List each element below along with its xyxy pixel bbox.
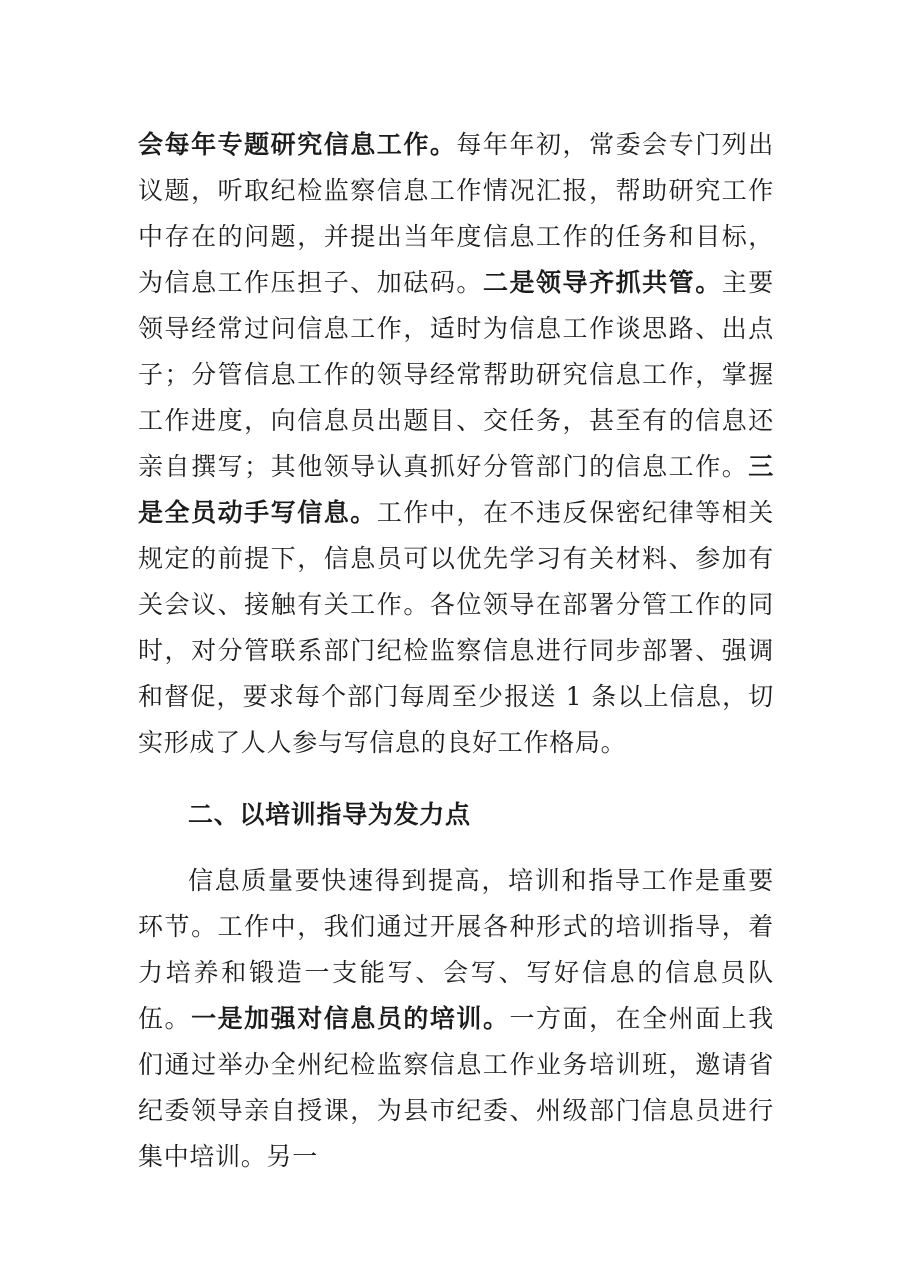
text-run: 每年年初，常委会专门列出议题，听取纪检监察信息工作情况汇报，帮助研究工作中存在的问题，并提出当年度信息工作的任务和目标，为信息工作压担子、加砝码。: [138, 130, 774, 297]
text-run: 主要领导经常过问信息工作，适时为信息工作谈思路、出点子；分管信息工作的领导经常帮助研究信息工作，掌握工作进度，向信息员出题目、交任务，甚至有的信息还亲自撰写；其他领导认真抓好分管部门的信息工作。: [138, 268, 774, 481]
document-page: [138, 122, 774, 1180]
text-run: 工作中，在不违反保密纪律等相关规定的前提下，信息员可以优先学习有关材料、参加有关会议、接触有关工作。各位领导在部署分管工作的同时，对分管联系部门纪检监察信息进行同步部署、强调和督促，要求每个部门每周至少报送 1 条以上信息，切实形成了人人参与写信息的良好工作格局。: [138, 498, 774, 757]
bold-run: 会每年专题研究信息工作。: [138, 130, 457, 159]
body-paragraph-1: [138, 122, 774, 766]
section-heading: 二、以培训指导为发力点: [188, 800, 471, 829]
text-run: 一方面，在全州面上我们通过举办全州纪检监察信息工作业务培训班，邀请省纪委领导亲自授课，为县市纪委、州级部门信息员进行集中培训。另一: [138, 1004, 774, 1171]
bold-run: 一是加强对信息员的培训。: [191, 1004, 510, 1033]
bold-run: 二是领导齐抓共管。: [482, 268, 722, 297]
body-paragraph-2: [138, 858, 774, 1180]
text-run: 信息质量要快速得到提高，培训和指导工作是重要环节。工作中，我们通过开展各种形式的培训指导，着力培养和锻造一支能写、会写、写好信息的信息员队伍。: [138, 866, 774, 1033]
bold-run: 三是全员动手写信息。: [138, 452, 774, 527]
